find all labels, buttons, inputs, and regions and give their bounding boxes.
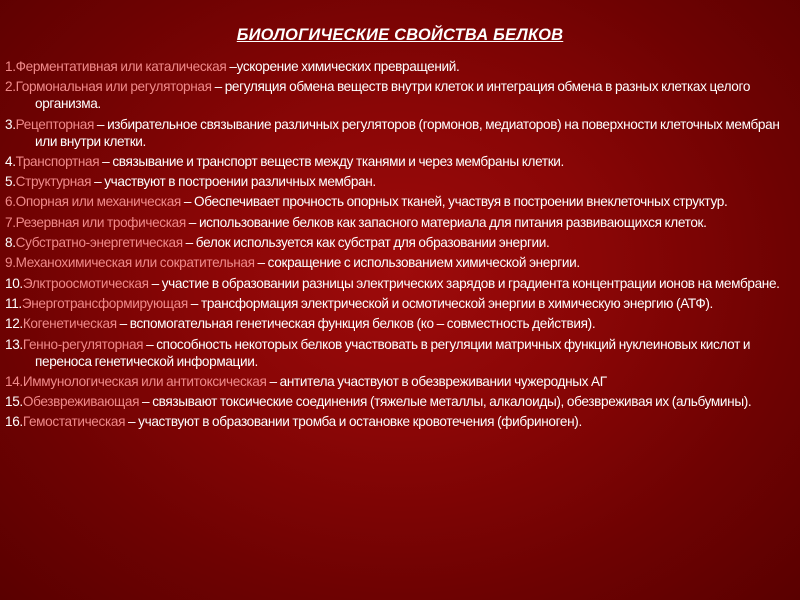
item-term: Ферментативная или каталическая: [15, 59, 227, 74]
item-description: – белок используется как субстрат для образовании энергии.: [182, 235, 550, 251]
item-number: 8.: [5, 235, 16, 251]
item-description: – использование белков как запасного материала для питания развивающихся клеток.: [185, 214, 707, 230]
item-term: Транспортная: [15, 153, 100, 169]
item-description: – участвуют в построении различных мембран.: [91, 174, 376, 190]
item-term: Элктроосмотическая: [22, 275, 149, 291]
list-item: [5, 173, 791, 190]
list-item: [5, 116, 791, 150]
item-description: – трансформация электрической и осмотической энергии в химическую энергию (АТФ).: [187, 295, 713, 311]
item-description: – участвуют в образовании тромба и остановке кровотечения (фибриноген).: [125, 414, 582, 430]
item-description: – связывают токсические соединения (тяжелые металлы, алкалоиды), обезвреживая их (альбумины).: [139, 394, 752, 410]
item-number: 6.: [5, 194, 16, 210]
item-description: – сокращение с использованием химической энергии.: [254, 255, 580, 271]
item-number: 15.: [5, 394, 23, 410]
item-description: – участие в образовании разницы электрических зарядов и градиента концентрации ионов на мембране.: [148, 275, 780, 291]
function-list: [5, 58, 791, 434]
list-item: [5, 413, 791, 430]
item-number: 14.: [5, 373, 23, 389]
list-item: [5, 373, 791, 390]
item-description: – регуляция обмена веществ внутри клеток и интеграция обмена в разных клетках целого организма.: [35, 79, 751, 112]
item-number: 9.: [5, 255, 16, 271]
list-item: [5, 254, 791, 271]
list-item: [5, 234, 791, 251]
list-item: [5, 214, 791, 231]
item-term: Механохимическая или сократительная: [15, 255, 255, 271]
item-number: 12.: [5, 316, 23, 332]
item-term: Резервная или трофическая: [15, 214, 186, 230]
item-number: 4.: [5, 153, 16, 169]
list-item: [5, 275, 791, 292]
item-term: Энерготрансформирующая: [21, 295, 188, 311]
item-description: – вспомогательная генетическая функция белков (ко – совместность действия).: [116, 316, 596, 332]
list-item: [5, 78, 791, 112]
slide-title: БИОЛОГИЧЕСКИЕ СВОЙСТВА БЕЛКОВ: [236, 26, 564, 44]
item-term: Иммунологическая или антитоксическая: [22, 373, 267, 389]
list-item: [5, 193, 791, 210]
item-number: 10.: [5, 275, 23, 291]
item-term: Когенетическая: [22, 316, 117, 332]
item-number: 11.: [5, 295, 22, 311]
list-item: [5, 336, 791, 370]
item-term: Субстратно-энергетическая: [15, 235, 183, 251]
item-term: Опорная или механическая: [15, 194, 181, 210]
list-item: [5, 58, 791, 75]
list-item: [5, 393, 791, 410]
item-number: 7.: [5, 214, 16, 230]
item-term: Структурная: [15, 174, 92, 190]
item-number: 3.: [5, 116, 16, 132]
item-description: – Обеспечивает прочность опорных тканей, участвуя в построении внеклеточных структур.: [180, 194, 728, 210]
item-term: Обезвреживающая: [22, 394, 140, 410]
item-number: 16.: [5, 414, 23, 430]
item-number: 1.: [5, 59, 16, 74]
item-number: 13.: [5, 336, 23, 352]
item-number: 5.: [5, 174, 16, 190]
item-description: –ускорение химических превращений.: [226, 59, 460, 74]
item-term: Гемостатическая: [22, 414, 126, 430]
item-number: 2.: [5, 79, 16, 95]
item-term: Генно-регуляторная: [22, 336, 144, 352]
item-description: – связывание и транспорт веществ между тканями и через мембраны клетки.: [99, 153, 564, 169]
item-term: Гормональная или регуляторная: [15, 79, 212, 95]
item-description: – способность некоторых белков участвовать в регуляции матричных функций нуклеиновых кислот и переноса генетической информации.: [35, 336, 751, 369]
list-item: [5, 153, 791, 170]
list-item: [5, 315, 791, 332]
item-description: – антитела участвуют в обезвреживании чужеродных АГ: [266, 373, 607, 389]
list-item: [5, 295, 791, 312]
item-term: Рецепторная: [15, 116, 94, 132]
item-description: – избирательное связывание различных регуляторов (гормонов, медиаторов) на поверхности клеточных мембран или внутри клетки.: [35, 116, 780, 149]
